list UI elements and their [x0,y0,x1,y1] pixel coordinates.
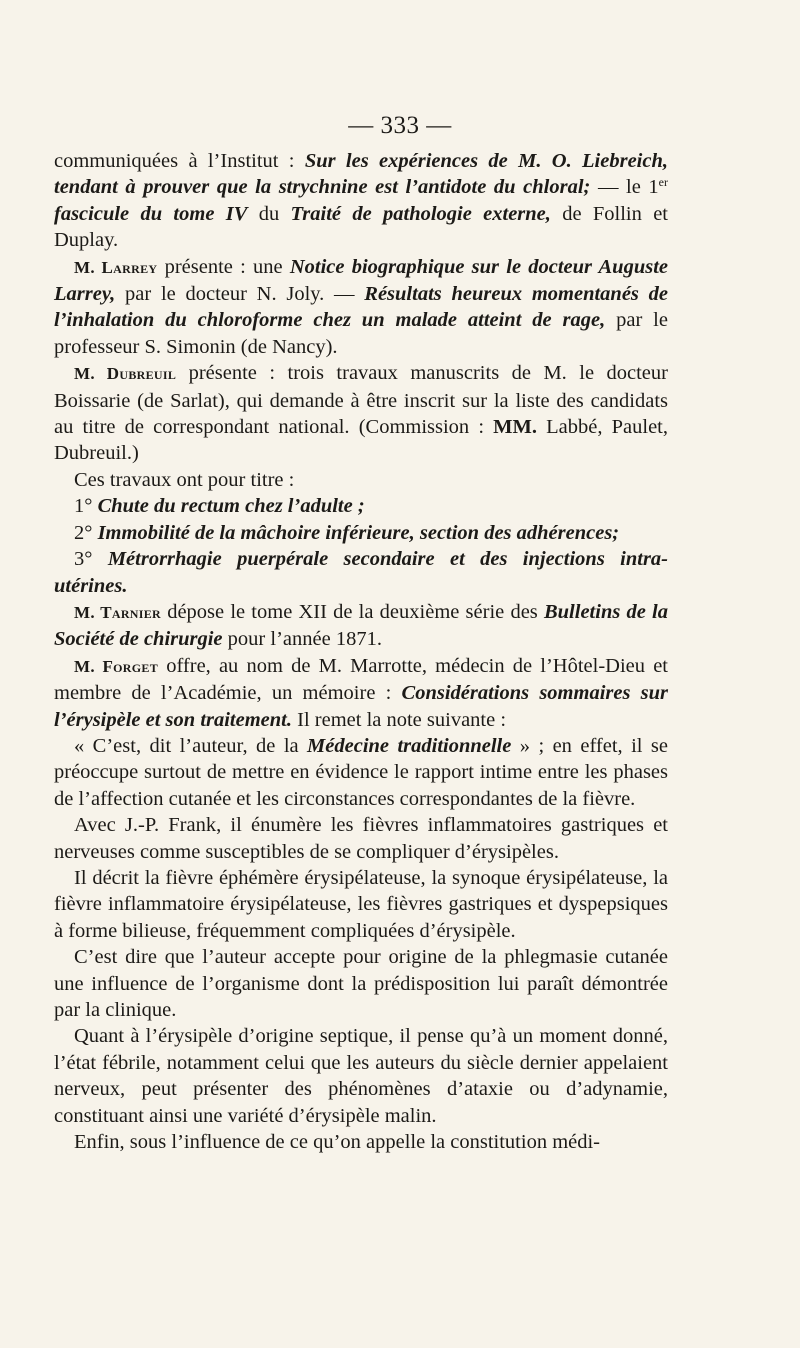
paragraph-titles-intro: Ces travaux ont pour titre : [74,468,295,491]
text: Labbé, Paulet, Dubreuil.) [54,416,668,465]
list-number: 1° [74,495,98,518]
speaker-name: M. Larrey [74,257,158,277]
text: présente : trois travaux manuscrits de M. le docteur Boissarie (de Sarlat), qui demande à être inscrit sur la liste des candidats au titre de correspondant national. (Commission : [54,362,668,439]
text: de Follin et Duplay. [54,202,668,252]
paragraph-origine: C’est dire que l’auteur accepte pour origine de la phlegmasie cutanée une influence de l’organisme dont la prédisposition lui paraît démontrée par la clinique. [54,946,668,1021]
speaker-name: M. Tarnier [74,602,161,622]
bold-text: MM. [493,416,537,439]
page-number: — 333 — [348,112,452,139]
text: pour l’année 1871. [222,628,382,651]
paragraph-forget [54,653,668,733]
italic-title: Chute du rectum chez l’adulte ; [97,495,365,518]
text: présente : une [157,255,290,278]
text: Il remet la note suivante : [292,708,507,731]
paragraph-frank: Avec J.-P. Frank, il énumère les fièvres inflammatoires gastriques et nerveuses comme susceptibles de se compliquer d’érysipèles. [54,814,668,863]
italic-title: Résultats heureux momentanés de l’inhalation du chloroforme chez un malade atteint de rage, [54,283,668,332]
text: « C’est, dit l’auteur, de la [74,734,308,757]
list-number: 3° [74,548,108,571]
text: communiquées à l’Institut : [54,150,305,172]
speaker-name: M. Dubreuil [74,364,177,384]
paragraph-larrey [54,254,668,361]
body-text [54,148,668,1155]
text: » ; en effet, il se préoccupe surtout de mettre en évidence le rapport intime entre les phases de l’affection cutanée et les circonstances correspondantes de la fièvre. [54,734,668,810]
italic-title: Métrorrhagie puerpérale secondaire et des injections intra-utérines. [54,548,669,597]
list-item [54,546,668,599]
text: par le docteur N. Joly. — [115,283,365,306]
text: du [247,202,291,225]
speaker-name: M. Forget [74,656,159,676]
text: par le professeur S. Simonin (de Nancy). [54,309,668,358]
superscript: er [658,175,668,190]
text: dépose le tome XII de la deuxième série des [161,600,544,623]
list-item [54,520,668,546]
paragraph-enfin: Enfin, sous l’influence de ce qu’on appelle la constitution médi- [74,1131,601,1154]
paragraph-septique: Quant à l’érysipèle d’origine septique, il pense qu’à un moment donné, l’état fébrile, notamment celui que les auteurs du siècle dernier appelaient nerveux, peut présenter des phénomènes d’ataxie ou d’adynamie, constituant ainsi une variété d’érysipèle malin. [54,1025,668,1127]
italic-title: Bulletins de la Société de chirurgie [54,600,669,651]
italic-title: Notice biographique sur le docteur Auguste Larrey, [54,255,668,306]
paragraph-tarnier [54,599,668,653]
list-item [54,493,668,519]
italic-title: Médecine traditionnelle [307,734,512,757]
italic-title: fascicule du tome IV [54,202,248,225]
text: offre, au nom de M. Marrotte, médecin de l’Hôtel-Dieu et membre de l’Académie, un mémoire : [54,654,668,705]
paragraph-institut [54,148,668,254]
paragraph-dubreuil [54,360,668,467]
paragraph-quote [54,733,668,812]
italic-title: Considérations sommaires sur l’érysipèle et son traitement. [54,682,669,731]
italic-title: Traité de pathologie externe, [290,202,551,225]
text: — le 1 [590,176,659,199]
italic-title: Sur les expériences de M. O. Liebreich, tendant à prouver que la strychnine est l’antidote du chloral; [54,150,668,199]
italic-title: Immobilité de la mâchoire inférieure, section des adhérences; [97,521,620,544]
paragraph-fievres: Il décrit la fièvre éphémère érysipélateuse, la synoque érysipélateuse, la fièvre inflammatoire érysipélateuse, les fièvres gastriques et dyspepsiques à forme bilieuse, fréquemment compliquées d’érysipèle. [54,866,668,942]
list-number: 2° [74,521,98,544]
